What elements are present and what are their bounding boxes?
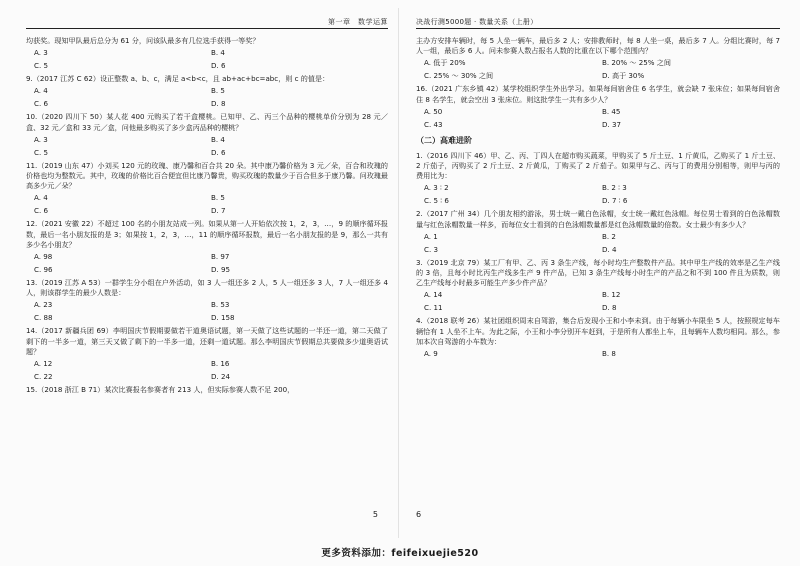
answer-option: A. 3: [34, 134, 48, 144]
question-text: 12.（2021 安徽 22）不超过 100 名的小朋友站成一列。如果从第一人开始依次按 1，2，3，…，9 的顺序循环报数，最后一名小朋友报的是 3；如果按 1，2，3，…，11 的顺序循环报数，最后一名小朋友报的是 9，那么一共有多少名小朋友？: [26, 219, 388, 249]
answer-option: A. 98: [34, 252, 53, 262]
answer-options: [416, 230, 780, 256]
question-text: 11.（2019 山东 47）小刘买 120 元的玫瑰、康乃馨和百合共 20 朵。其中康乃馨价格为 3 元／朵，百合和玫瑰的价格也均为整数元。其中，玫瑰的价格比百合便宜但比康乃馨贵，购买玫瑰的数量少于百合但多于康乃馨。问玫瑰最高多少元／朵？: [26, 160, 388, 191]
page-number: 5: [372, 510, 378, 519]
question-text: 13.（2019 江苏 A 53）一群学生分小组在户外活动，如 3 人一组还多 2 人，5 人一组还多 3 人，7 人一组还多 4 人，则该群学生的最少人数是：: [26, 278, 388, 298]
answer-option: A. 23: [34, 300, 53, 310]
answer-option: B. 8: [602, 349, 616, 359]
answer-option: B. 45: [602, 106, 621, 116]
question-text: 2.（2017 广州 34）几个朋友相约游泳，男士统一戴白色泳帽，女士统一戴红色泳帽。每位男士看到的白色泳帽数量与红色泳帽数量一样多，而每位女士看到的白色泳帽数量都是红色泳帽数量的倍数。女士最少有多少人？: [416, 209, 780, 229]
page-number: 6: [416, 510, 422, 519]
answer-options: [416, 181, 780, 207]
answer-option: C. 6: [34, 99, 48, 109]
answer-options: [26, 357, 388, 383]
answer-option: A. 4: [34, 86, 48, 96]
answer-option: C. 43: [424, 119, 443, 129]
answer-option: B. 53: [211, 300, 230, 310]
answer-option: C. 5 ∶ 6: [424, 196, 449, 206]
question-text: 16.（2021 广东乡镇 42）某学校组织学生外出学习。如果每间宿舍住 6 名学生，就会缺 7 张床位；如果每间宿舍住 8 名学生，就会空出 3 张床位。则这批学生一共有多少人？: [416, 84, 780, 104]
answer-option: B. 4: [211, 48, 225, 58]
answer-option: D. 4: [602, 244, 617, 254]
answer-option: C. 3: [424, 244, 438, 254]
question-text: 10.（2020 四川下 50）某人花 400 元购买了若干盒樱桃。已知甲、乙、丙三个品种的樱桃单价分别为 28 元／盒、32 元／盒和 33 元／盒，问他最多购买了多少盒丙品种的樱桃？: [26, 112, 388, 132]
answer-options: [416, 56, 780, 82]
answer-option: A. 9: [424, 349, 438, 359]
answer-option: D. 6: [211, 61, 226, 71]
answer-option: D. 95: [211, 265, 230, 275]
answer-options: [26, 298, 388, 324]
answer-option: B. 5: [211, 86, 225, 96]
answer-option: A. 4: [34, 193, 48, 203]
answer-option: D. 8: [602, 303, 617, 313]
left-page: [26, 0, 388, 540]
question-text: 4.（2018 联考 26）某社团组织周末自驾游，集合后发现小王和小李未到。由于每辆小车限坐 5 人，按照规定每车辆恰有 1 人坐不上车。为此之际，小王和小李分别开车赶到，于是所有人都坐上车，且每辆车人数均相同。那么，参加本次自驾游的小车数为：: [416, 316, 780, 346]
answer-option: D. 7: [211, 206, 226, 216]
answer-option: B. 97: [211, 252, 230, 262]
answer-option: B. 4: [211, 134, 225, 144]
right-page-body: [416, 34, 780, 360]
right-page-header: [416, 16, 780, 29]
left-page-header: [26, 16, 388, 29]
answer-option: D. 158: [211, 313, 235, 323]
answer-option: D. 24: [211, 372, 230, 382]
answer-option: A. 3 ∶ 2: [424, 183, 449, 193]
page-gutter: [398, 8, 399, 538]
question-text: 1.（2016 四川下 46）甲、乙、丙、丁四人在超市购买蔬菜，甲购买了 5 斤土豆、1 斤黄瓜，乙购买了 1 斤土豆、2 斤茄子，丙购买了 2 斤土豆、2 斤黄瓜，丁购买了 2 斤茄子。如果甲与乙、丙与丁的费用分别相等，则甲与丙的费用比为：: [416, 150, 780, 181]
book-title: 决战行测5000题 · 数量关系（上册）: [416, 18, 538, 26]
answer-option: C. 96: [34, 265, 53, 275]
right-page: [416, 0, 780, 540]
answer-option: D. 8: [211, 99, 226, 109]
promo-footer: 更多资料添加：feifeixuejie520: [321, 548, 479, 559]
answer-option: C. 88: [34, 313, 53, 323]
answer-option: C. 25% ～ 30% 之间: [424, 71, 494, 81]
answer-option: C. 5: [34, 147, 48, 157]
question-text: 主办方安排车辆时，每 5 人坐一辆车，最后多 2 人；安排教师时，每 8 人坐一桌，最后多 7 人。分组比赛时，每 7 人一组，最后多 6 人。问未参赛人数占报名人数的比重在以下哪个范围内？: [416, 36, 780, 56]
answer-options: [416, 347, 780, 360]
answer-option: A. 3: [34, 48, 48, 58]
section-heading: （二）高难进阶: [416, 135, 472, 145]
answer-option: C. 5: [34, 61, 48, 71]
question-text: 均获奖。现知甲队最后总分为 61 分，问该队最多有几位选手获得一等奖？: [26, 36, 260, 45]
question-text: 3.（2019 北京 79）某工厂有甲、乙、丙 3 条生产线，每小时均生产整数件产品。其中甲生产线的效率是乙生产线的 3 倍，且每小时比丙生产线多生产 9 件产品，已知 3 条生产线每小时生产的产品之和不到 100 件且为质数，则乙生产线每小时最多可能生产多少件产品？: [416, 257, 780, 288]
answer-option: C. 11: [424, 303, 443, 313]
answer-options: [26, 133, 388, 159]
answer-option: C. 6: [34, 206, 48, 216]
answer-option: B. 12: [602, 290, 621, 300]
answer-option: A. 14: [424, 290, 443, 300]
question-text: 9.（2017 江苏 C 62）设正整数 a、b、c，满足 a<b<c，且 ab+ac+bc=abc，则 c 的值是：: [26, 74, 330, 84]
chapter-title: 第一章 数学运算: [328, 18, 388, 26]
answer-option: A. 低于 20%: [424, 58, 466, 68]
answer-option: A. 12: [34, 359, 53, 369]
answer-option: D. 高于 30%: [602, 71, 645, 81]
answer-option: B. 16: [211, 359, 230, 369]
answer-option: B. 2 ∶ 3: [602, 183, 627, 193]
answer-options: [26, 84, 388, 110]
answer-option: D. 7 ∶ 6: [602, 196, 628, 206]
answer-option: A. 50: [424, 106, 443, 116]
answer-options: [26, 46, 388, 72]
answer-options: [416, 288, 780, 314]
answer-options: [26, 250, 388, 276]
answer-options: [26, 191, 388, 217]
question-text: 14.（2017 新疆兵团 69）李明国庆节假期要做若干道奥语试题，第一天做了这些试题的一半还一道，第二天做了剩下的一半多一道，第三天又做了剩下的一半多一道，还剩一道试题。那么李明国庆节假期总共要做多少道奥语试题？: [26, 326, 388, 356]
answer-option: B. 5: [211, 193, 225, 203]
answer-option: D. 37: [602, 119, 621, 129]
answer-option: A. 1: [424, 231, 438, 241]
answer-option: D. 6: [211, 147, 226, 157]
answer-option: B. 20% ～ 25% 之间: [602, 58, 671, 68]
left-page-body: [26, 34, 388, 395]
question-text: 15.（2018 浙江 B 71）某次比赛报名参赛者有 213 人，但实际参赛人数不足 200，: [26, 385, 295, 395]
answer-options: [416, 105, 780, 131]
answer-option: C. 22: [34, 372, 53, 382]
answer-option: B. 2: [602, 231, 616, 241]
